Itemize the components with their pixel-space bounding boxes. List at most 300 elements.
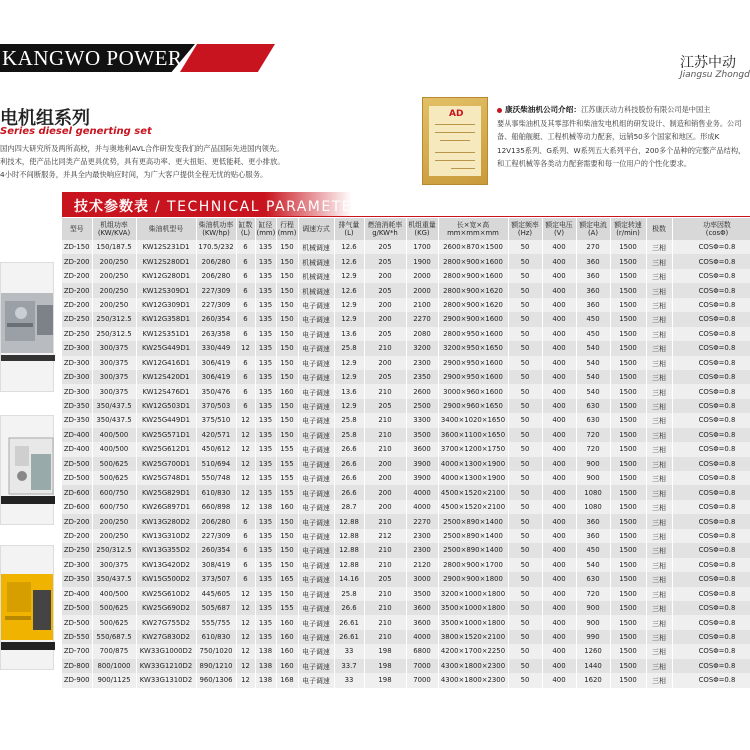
table-cell: 电子调速 (298, 384, 334, 398)
table-cell: 135 (255, 384, 276, 398)
table-cell: 1500 (610, 615, 646, 629)
table-cell: 210 (364, 384, 406, 398)
table-cell: 155 (276, 601, 298, 615)
table-cell: 360 (576, 514, 610, 528)
genset-photo-yellow (0, 545, 54, 670)
table-cell: 机械调速 (298, 283, 334, 297)
table-cell: 6 (236, 514, 255, 528)
table-cell: ZD-700 (62, 644, 92, 658)
table-cell: COSΦ=0.8 (672, 240, 750, 254)
table-cell: 1500 (610, 298, 646, 312)
table-cell: KW12S476D1 (136, 384, 196, 398)
table-cell: 12.88 (334, 514, 364, 528)
table-cell: COSΦ=0.8 (672, 587, 750, 601)
table-cell: 150 (276, 327, 298, 341)
table-cell: 电子调速 (298, 514, 334, 528)
table-cell: 50 (508, 500, 542, 514)
table-cell: KW12S309D1 (136, 283, 196, 297)
table-cell: 三相 (646, 370, 672, 384)
table-cell: 电子调速 (298, 659, 334, 673)
table-cell: COSΦ=0.8 (672, 601, 750, 615)
table-cell: COSΦ=0.8 (672, 356, 750, 370)
table-cell: COSΦ=0.8 (672, 558, 750, 572)
column-header: 调速方式 (298, 218, 334, 240)
table-cell: 300/375 (92, 384, 136, 398)
table-cell: 750/1020 (196, 644, 236, 658)
table-cell: 400/500 (92, 442, 136, 456)
table-cell: 370/503 (196, 399, 236, 413)
certificate-image (422, 97, 488, 185)
table-cell: 12.6 (334, 283, 364, 297)
table-row (62, 399, 750, 413)
table-cell: 12.9 (334, 312, 364, 326)
table-cell: ZD-600 (62, 500, 92, 514)
table-cell: 210 (364, 341, 406, 355)
table-cell: 135 (255, 630, 276, 644)
table-cell: 50 (508, 327, 542, 341)
table-cell: 540 (576, 341, 610, 355)
table-cell: 1900 (406, 254, 438, 268)
table-cell: 135 (255, 514, 276, 528)
table-cell: ZD-400 (62, 587, 92, 601)
table-cell: 4000 (406, 630, 438, 644)
table-cell: 50 (508, 543, 542, 557)
table-cell: 200/250 (92, 254, 136, 268)
table-cell: 4300×1800×2300 (438, 659, 508, 673)
table-cell: 205 (364, 399, 406, 413)
table-cell: KW33G1210D2 (136, 659, 196, 673)
table-cell: 50 (508, 615, 542, 629)
table-cell: 1500 (610, 428, 646, 442)
table-cell: 1500 (610, 558, 646, 572)
table-cell: 1500 (610, 644, 646, 658)
table-cell: 210 (364, 413, 406, 427)
table-cell: 1500 (610, 269, 646, 283)
table-cell: 6 (236, 298, 255, 312)
column-header: 机组功率 (KW/KVA) (92, 218, 136, 240)
table-row (62, 341, 750, 355)
table-row (62, 500, 750, 514)
table-cell: 720 (576, 587, 610, 601)
table-row (62, 283, 750, 297)
table-row (62, 240, 750, 254)
table-cell: 电子调速 (298, 370, 334, 384)
table-cell: 三相 (646, 384, 672, 398)
table-cell: 1500 (610, 471, 646, 485)
table-cell: 210 (364, 514, 406, 528)
table-cell: 4000 (406, 500, 438, 514)
table-cell: KW33G1000D2 (136, 644, 196, 658)
table-cell: 212 (364, 529, 406, 543)
table-cell: 三相 (646, 485, 672, 499)
table-cell: 4500×1520×2100 (438, 500, 508, 514)
certificate-text-line (435, 152, 475, 153)
table-cell: COSΦ=0.8 (672, 615, 750, 629)
table-cell: 1500 (610, 659, 646, 673)
table-cell: 306/419 (196, 356, 236, 370)
table-cell: 3500 (406, 587, 438, 601)
table-cell: 210 (364, 615, 406, 629)
table-cell: KW12G309D1 (136, 298, 196, 312)
table-cell: 400 (542, 341, 576, 355)
table-cell: 电子调速 (298, 356, 334, 370)
table-cell: 260/354 (196, 312, 236, 326)
table-row (62, 428, 750, 442)
column-header: 型号 (62, 218, 92, 240)
table-cell: 400 (542, 514, 576, 528)
table-cell: COSΦ=0.8 (672, 442, 750, 456)
table-cell: 500/625 (92, 471, 136, 485)
table-cell: 12.88 (334, 529, 364, 543)
table-cell: 150 (276, 240, 298, 254)
table-cell: 三相 (646, 558, 672, 572)
table-row (62, 514, 750, 528)
table-cell: 263/358 (196, 327, 236, 341)
table-cell: ZD-350 (62, 572, 92, 586)
table-cell: 660/898 (196, 500, 236, 514)
table-cell: 400 (542, 601, 576, 615)
table-cell: COSΦ=0.8 (672, 269, 750, 283)
table-cell: COSΦ=0.8 (672, 514, 750, 528)
table-cell: 三相 (646, 356, 672, 370)
table-cell: 13.6 (334, 384, 364, 398)
table-cell: KW15G500D2 (136, 572, 196, 586)
table-cell: KW13G420D2 (136, 558, 196, 572)
table-cell: 12 (236, 673, 255, 687)
table-cell: 12 (236, 413, 255, 427)
table-cell: COSΦ=0.8 (672, 500, 750, 514)
table-cell: 150 (276, 558, 298, 572)
table-cell: KW12G416D1 (136, 356, 196, 370)
table-cell: 50 (508, 644, 542, 658)
table-cell: 700/875 (92, 644, 136, 658)
table-cell: 450/612 (196, 442, 236, 456)
table-cell: 3000 (406, 572, 438, 586)
table-cell: 135 (255, 327, 276, 341)
table-cell: ZD-300 (62, 356, 92, 370)
table-cell: 135 (255, 558, 276, 572)
table-cell: 电子调速 (298, 543, 334, 557)
table-cell: 360 (576, 298, 610, 312)
table-cell: 400 (542, 356, 576, 370)
table-cell: 3600 (406, 615, 438, 629)
table-cell: COSΦ=0.8 (672, 428, 750, 442)
table-cell: 26.6 (334, 601, 364, 615)
table-cell: 150 (276, 356, 298, 370)
table-cell: 900 (576, 471, 610, 485)
table-cell: COSΦ=0.8 (672, 673, 750, 687)
table-cell: 360 (576, 269, 610, 283)
company-intro (497, 103, 750, 171)
table-cell: 4000 (406, 485, 438, 499)
genset-white-icon (1, 416, 55, 526)
table-cell: KW25G571D1 (136, 428, 196, 442)
table-cell: 720 (576, 442, 610, 456)
table-cell: 135 (255, 312, 276, 326)
table-cell: 170.5/232 (196, 240, 236, 254)
table-cell: 12.6 (334, 240, 364, 254)
table-cell: 198 (364, 644, 406, 658)
table-cell: 900 (576, 615, 610, 629)
table-cell: 1500 (610, 370, 646, 384)
table-cell: 6 (236, 543, 255, 557)
table-cell: KW27G830D2 (136, 630, 196, 644)
table-cell: 6 (236, 240, 255, 254)
table-cell: 2000 (406, 269, 438, 283)
table-cell: 12 (236, 644, 255, 658)
table-cell: 450 (576, 312, 610, 326)
column-header: 额定电流 (A) (576, 218, 610, 240)
table-cell: 1500 (610, 485, 646, 499)
table-cell: 26.61 (334, 630, 364, 644)
table-cell: 26.6 (334, 485, 364, 499)
table-cell: 500/625 (92, 615, 136, 629)
table-cell: 50 (508, 442, 542, 456)
table-cell: 198 (364, 659, 406, 673)
table-cell: 227/309 (196, 283, 236, 297)
table-cell: ZD-400 (62, 428, 92, 442)
table-cell: 6 (236, 370, 255, 384)
table-cell: 400 (542, 500, 576, 514)
table-cell: 150 (276, 370, 298, 384)
table-cell: 12.6 (334, 254, 364, 268)
table-cell: 400 (542, 572, 576, 586)
table-cell: COSΦ=0.8 (672, 341, 750, 355)
table-cell: 电子调速 (298, 399, 334, 413)
table-cell: 210 (364, 442, 406, 456)
table-cell: 三相 (646, 630, 672, 644)
table-cell: 210 (364, 601, 406, 615)
table-row (62, 601, 750, 615)
table-cell: 28.7 (334, 500, 364, 514)
genset-photo-silver (0, 262, 54, 392)
table-cell: 4200×1700×2250 (438, 644, 508, 658)
table-row (62, 673, 750, 687)
table-cell: 12 (236, 587, 255, 601)
table-cell: 三相 (646, 615, 672, 629)
table-cell: 3600 (406, 442, 438, 456)
table-cell: 155 (276, 485, 298, 499)
table-cell: 12 (236, 457, 255, 471)
table-cell: 50 (508, 659, 542, 673)
brand-name: KANGWO POWER (2, 46, 183, 70)
table-cell: 50 (508, 529, 542, 543)
table-cell: 三相 (646, 341, 672, 355)
table-cell: 135 (255, 442, 276, 456)
table-cell: ZD-250 (62, 312, 92, 326)
table-cell: 200 (364, 312, 406, 326)
table-cell: 33.7 (334, 659, 364, 673)
table-cell: ZD-900 (62, 673, 92, 687)
table-cell: 12 (236, 615, 255, 629)
table-cell: 206/280 (196, 269, 236, 283)
company-intro-line: 和工程机械等各类动力配套需要和每一位用户的个性化要求。 (497, 159, 692, 169)
table-cell: 12 (236, 659, 255, 673)
table-cell: 三相 (646, 673, 672, 687)
table-cell: KW12S420D1 (136, 370, 196, 384)
table-cell: 138 (255, 500, 276, 514)
certificate-text-line (435, 160, 475, 161)
table-cell: 机械调速 (298, 254, 334, 268)
table-cell: 50 (508, 384, 542, 398)
intro-line: 利技术，使产品比同类产品更具优势，具有更高功率、更大扭矩、更低能耗、更小排放。 (0, 157, 285, 166)
table-cell: 168 (276, 673, 298, 687)
company-intro-heading: 康沃柴油机公司介绍： (505, 105, 581, 114)
certificate-text-line (440, 140, 470, 141)
table-cell: 6 (236, 384, 255, 398)
table-cell: 400 (542, 370, 576, 384)
table-cell: ZD-800 (62, 659, 92, 673)
tech-header-title (74, 196, 363, 216)
table-cell: COSΦ=0.8 (672, 283, 750, 297)
table-cell: 540 (576, 356, 610, 370)
table-cell: 300/375 (92, 356, 136, 370)
table-cell: 400 (542, 529, 576, 543)
table-cell: 1500 (610, 442, 646, 456)
table-cell: 1500 (610, 673, 646, 687)
table-cell: COSΦ=0.8 (672, 254, 750, 268)
table-cell: 200 (364, 269, 406, 283)
table-cell: 三相 (646, 254, 672, 268)
table-cell: 50 (508, 356, 542, 370)
brand-header (0, 32, 750, 80)
table-cell: 900 (576, 601, 610, 615)
table-cell: KW13G310D2 (136, 529, 196, 543)
table-cell: COSΦ=0.8 (672, 529, 750, 543)
table-cell: 2500×890×1400 (438, 529, 508, 543)
table-cell: 三相 (646, 399, 672, 413)
company-name-cn: 江苏中动 (680, 55, 736, 71)
table-row (62, 572, 750, 586)
table-cell: 250/312.5 (92, 312, 136, 326)
table-cell: 电子调速 (298, 312, 334, 326)
table-cell: 138 (255, 673, 276, 687)
table-cell: 400 (542, 442, 576, 456)
table-cell: ZD-200 (62, 529, 92, 543)
table-cell: 800/1000 (92, 659, 136, 673)
table-cell: 375/510 (196, 413, 236, 427)
table-cell: KW12G503D1 (136, 399, 196, 413)
table-cell: 210 (364, 630, 406, 644)
table-cell: 2100 (406, 298, 438, 312)
table-cell: KW12S231D1 (136, 240, 196, 254)
table-cell: 1700 (406, 240, 438, 254)
table-cell: ZD-500 (62, 615, 92, 629)
column-header: 缸数 (L) (236, 218, 255, 240)
column-header: 额定频率 (Hz) (508, 218, 542, 240)
certificate-logo: AD (449, 109, 464, 119)
table-cell: KW25G449D1 (136, 341, 196, 355)
table-cell: 2800×900×1620 (438, 298, 508, 312)
table-cell: 200/250 (92, 529, 136, 543)
table-cell: 电子调速 (298, 341, 334, 355)
table-cell: 26.61 (334, 615, 364, 629)
table-cell: 2900×950×1600 (438, 370, 508, 384)
table-cell: COSΦ=0.8 (672, 298, 750, 312)
table-cell: 138 (255, 644, 276, 658)
table-cell: 200/250 (92, 298, 136, 312)
table-cell: 50 (508, 370, 542, 384)
table-cell: 155 (276, 471, 298, 485)
table-cell: 900/1125 (92, 673, 136, 687)
table-cell: 150 (276, 514, 298, 528)
table-cell: 1500 (610, 327, 646, 341)
table-cell: 12 (236, 442, 255, 456)
table-cell: 135 (255, 428, 276, 442)
table-cell: 12 (236, 471, 255, 485)
table-cell: 3400×1020×1650 (438, 413, 508, 427)
table-cell: 150 (276, 543, 298, 557)
table-cell: 2000 (406, 283, 438, 297)
table-cell: COSΦ=0.8 (672, 659, 750, 673)
table-cell: 540 (576, 384, 610, 398)
table-cell: KW25G612D1 (136, 442, 196, 456)
table-cell: 150 (276, 587, 298, 601)
table-cell: 50 (508, 558, 542, 572)
table-cell: 150 (276, 283, 298, 297)
table-cell: 610/830 (196, 485, 236, 499)
table-cell: 50 (508, 341, 542, 355)
table-cell: 三相 (646, 529, 672, 543)
table-cell: 1500 (610, 630, 646, 644)
table-cell: 26.6 (334, 471, 364, 485)
table-cell: 900 (576, 457, 610, 471)
table-cell: 165 (276, 572, 298, 586)
table-cell: 150 (276, 298, 298, 312)
table-cell: 三相 (646, 543, 672, 557)
column-header: 长×宽×高 mm×mm×mm (438, 218, 508, 240)
table-cell: ZD-350 (62, 413, 92, 427)
table-cell: 电子调速 (298, 428, 334, 442)
table-cell: 3000×960×1600 (438, 384, 508, 398)
column-header: 功率因数 (cosΦ) (672, 218, 750, 240)
table-cell: 227/309 (196, 529, 236, 543)
table-cell: KW27G755D2 (136, 615, 196, 629)
table-row (62, 558, 750, 572)
table-cell: 373/507 (196, 572, 236, 586)
table-cell: 1500 (610, 312, 646, 326)
table-cell: 电子调速 (298, 529, 334, 543)
table-cell: 250/312.5 (92, 543, 136, 557)
table-cell: ZD-500 (62, 471, 92, 485)
table-cell: 445/605 (196, 587, 236, 601)
table-cell: 3500×1000×1800 (438, 615, 508, 629)
table-cell: ZD-300 (62, 370, 92, 384)
table-cell: 630 (576, 572, 610, 586)
intro-line: 4小时不间断服务，并具全内最快响应时间，为广大客户提供全程无忧的贴心服务。 (0, 170, 268, 179)
table-cell: 7000 (406, 673, 438, 687)
table-cell: 12 (236, 601, 255, 615)
table-cell: 12 (236, 485, 255, 499)
table-cell: 50 (508, 587, 542, 601)
table-cell: 1500 (610, 500, 646, 514)
table-cell: 50 (508, 413, 542, 427)
table-cell: 2080 (406, 327, 438, 341)
table-cell: 400 (542, 269, 576, 283)
table-cell: 400 (542, 543, 576, 557)
table-cell: ZD-250 (62, 327, 92, 341)
table-cell: 2500×890×1400 (438, 543, 508, 557)
table-cell: 25.8 (334, 428, 364, 442)
table-cell: 540 (576, 558, 610, 572)
table-cell: KW13G355D2 (136, 543, 196, 557)
table-cell: 135 (255, 572, 276, 586)
table-cell: 2600×870×1500 (438, 240, 508, 254)
table-cell: 6 (236, 572, 255, 586)
table-cell: 135 (255, 587, 276, 601)
table-cell: 400 (542, 240, 576, 254)
table-cell: 33 (334, 673, 364, 687)
